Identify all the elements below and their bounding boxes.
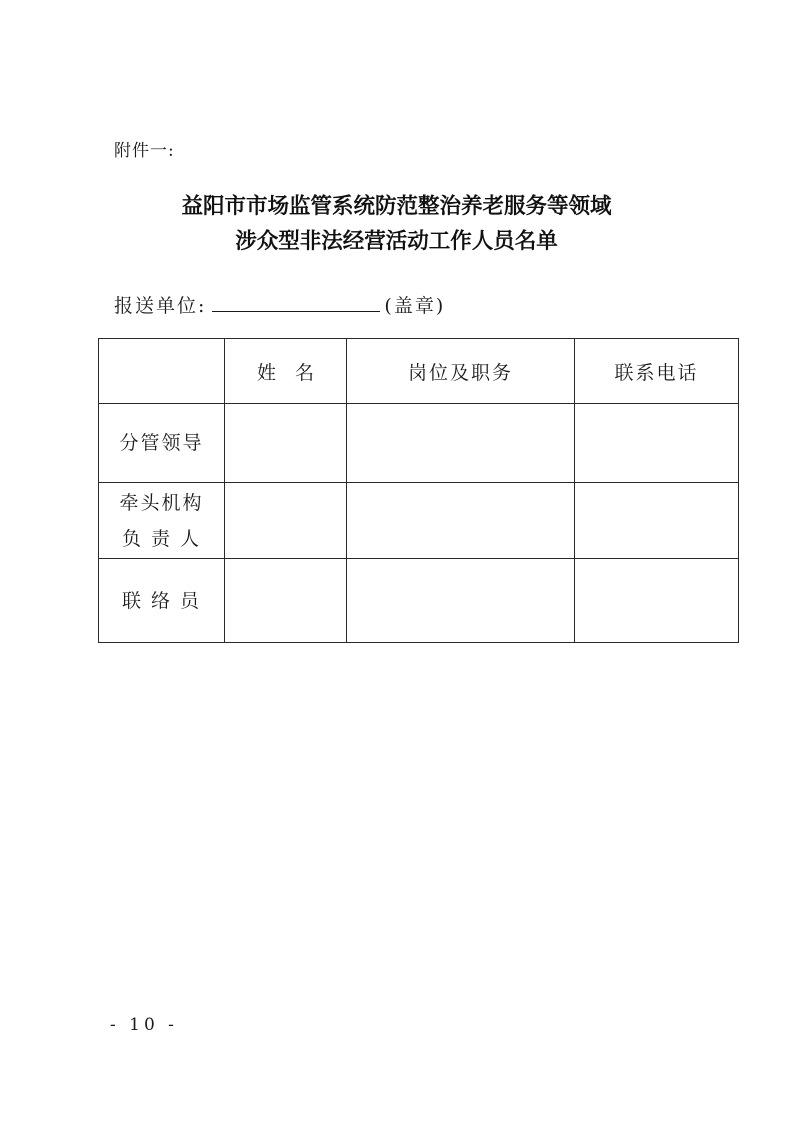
header-cell-name: 姓 名 xyxy=(225,339,347,404)
phone-cell[interactable] xyxy=(575,483,739,559)
phone-cell[interactable] xyxy=(575,559,739,643)
table-row xyxy=(99,404,739,483)
role-cell-liaison xyxy=(99,559,225,643)
table-header-row xyxy=(99,339,739,404)
header-cell-role xyxy=(99,339,225,404)
name-cell[interactable] xyxy=(225,559,347,643)
report-unit-label: 报送单位: xyxy=(114,295,207,317)
header-cell-post: 岗位及职务 xyxy=(347,339,575,404)
role-cell-supervising-leader xyxy=(99,404,225,483)
phone-cell[interactable] xyxy=(575,404,739,483)
post-cell[interactable] xyxy=(347,559,575,643)
table-row xyxy=(99,559,739,643)
personnel-table xyxy=(98,338,739,643)
document-title-line-1: 益阳市市场监管系统防范整治养老服务等领域 xyxy=(181,194,612,219)
role-cell-lead-agency xyxy=(99,483,225,559)
report-unit-line xyxy=(114,291,445,319)
post-cell[interactable] xyxy=(347,483,575,559)
table-row xyxy=(99,483,739,559)
page-number: - 10 - xyxy=(110,1015,178,1035)
name-cell[interactable] xyxy=(225,483,347,559)
role-label-line-1: 牵头机构 xyxy=(119,491,204,514)
attachment-label: 附件一: xyxy=(114,141,175,161)
post-cell[interactable] xyxy=(347,404,575,483)
role-label-line-2: 负 责 人 xyxy=(121,527,202,550)
role-label: 联 络 员 xyxy=(121,589,202,612)
report-unit-blank[interactable] xyxy=(212,291,380,312)
role-label: 分管领导 xyxy=(119,432,204,454)
seal-note: (盖章) xyxy=(384,295,446,317)
name-cell[interactable] xyxy=(225,404,347,483)
header-cell-phone: 联系电话 xyxy=(575,339,739,404)
document-title-line-2: 涉众型非法经营活动工作人员名单 xyxy=(235,229,558,254)
